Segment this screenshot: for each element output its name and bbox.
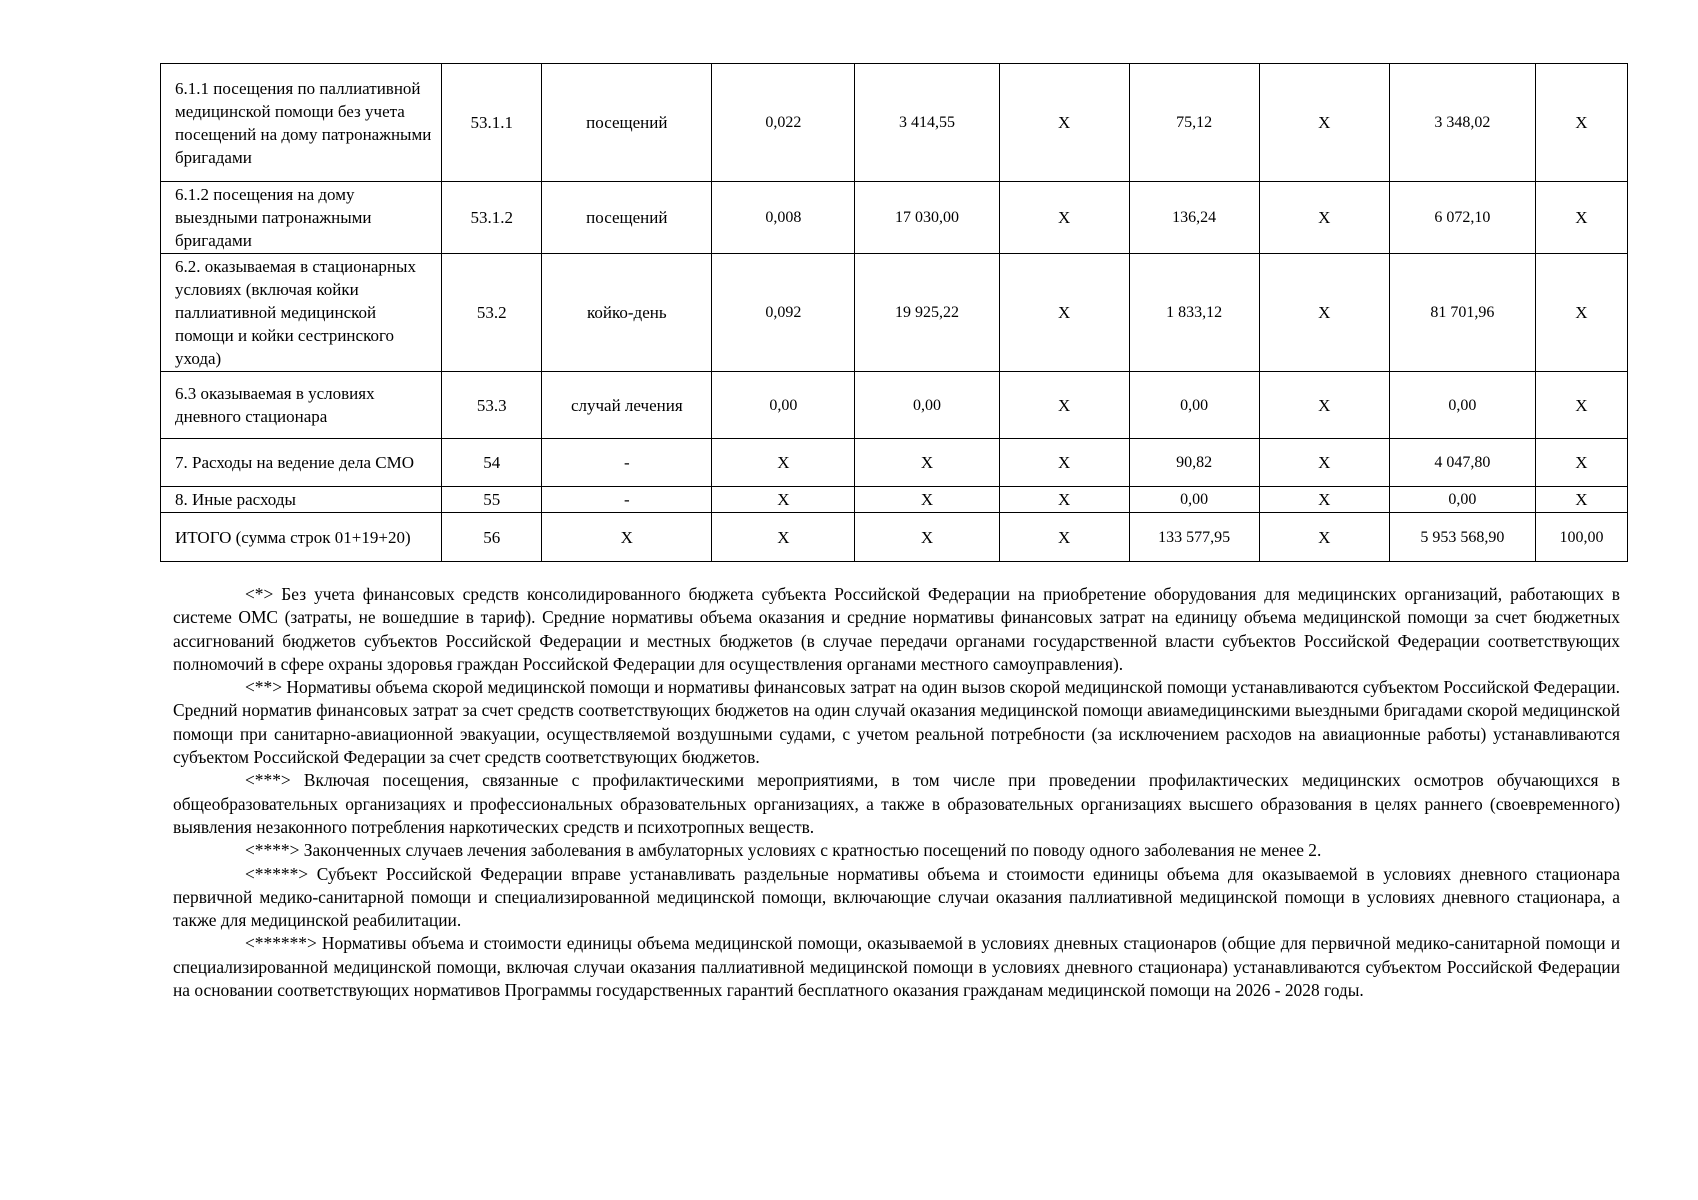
footnote: <******> Нормативы объема и стоимости единицы объема медицинской помощи, оказываемой в условиях дневных стационаров (общие для первичной медико-санитарной помощи и специализированной медицинской помощи, включая случаи оказания паллиативной медицинской помощи в условиях дневного стационара) устанавливаются субъектом Российской Федерации на основании соответствующих нормативов Программы государственных гарантий бесплатного оказания гражданам медицинской помощи на 2026 - 2028 годы. — [173, 933, 1620, 1001]
row-number: 53.1.2 — [442, 182, 542, 254]
cell-col6: Х — [999, 439, 1129, 487]
footnote: <***> Включая посещения, связанные с профилактическими мероприятиями, в том числе при проведении профилактических медицинских осмотров обучающихся в общеобразовательных организациях и профессиональных образовательных организациях, а также в образовательных организациях высшего образования в целях раннего (своевременного) выявления незаконного потребления наркотических средств и психотропных веществ. — [173, 770, 1620, 837]
row-unit: - — [542, 439, 712, 487]
cell-col4: 0,008 — [712, 182, 855, 254]
cell-col6: Х — [999, 372, 1129, 439]
cell-col8: Х — [1259, 487, 1389, 513]
table-row — [161, 182, 1628, 254]
cell-col10: 100,00 — [1535, 513, 1627, 562]
cell-col9: 0,00 — [1389, 372, 1535, 439]
cell-col8: Х — [1259, 439, 1389, 487]
cell-col9: 5 953 568,90 — [1389, 513, 1535, 562]
footnote: <**> Нормативы объема скорой медицинской помощи и нормативы финансовых затрат на один вызов скорой медицинской помощи устанавливаются субъектом Российской Федерации. Средний норматив финансовых затрат за счет средств соответствующих бюджетов на один случай оказания медицинской помощи авиамедицинскими выездными бригадами скорой медицинской помощи при санитарно-авиационной эвакуации, осуществляемой воздушными судами, с учетом реальной потребности (за исключением расходов на авиационные работы) устанавливаются субъектом Российской Федерации за счет средств соответствующих бюджетов. — [173, 677, 1620, 768]
cell-col4: Х — [712, 487, 855, 513]
cell-col7: 136,24 — [1129, 182, 1259, 254]
cell-col6: Х — [999, 487, 1129, 513]
cell-col10: Х — [1535, 487, 1627, 513]
footnotes — [173, 583, 1620, 1002]
cell-col4: Х — [712, 513, 855, 562]
table-row — [161, 254, 1628, 372]
cell-col7: 90,82 — [1129, 439, 1259, 487]
row-unit: случай лечения — [542, 372, 712, 439]
cell-col4: Х — [712, 439, 855, 487]
row-unit: посещений — [542, 64, 712, 182]
cell-col9: 6 072,10 — [1389, 182, 1535, 254]
footnote: <*> Без учета финансовых средств консолидированного бюджета субъекта Российской Федерации на приобретение оборудования для медицинских организаций, работающих в системе ОМС (затраты, не вошедшие в тариф). Средние нормативы объема оказания и средние нормативы финансовых затрат на единицу объема медицинской помощи за счет бюджетных ассигнований бюджетов субъектов Российской Федерации и местных бюджетов (в случае передачи органами государственной власти субъектов Российской Федерации соответствующих полномочий в сфере охраны здоровья граждан Российской Федерации для осуществления органами местного самоуправления). — [173, 584, 1620, 674]
row-name: 6.3 оказываемая в условиях дневного стационара — [161, 372, 442, 439]
row-unit: посещений — [542, 182, 712, 254]
cell-col7: 0,00 — [1129, 372, 1259, 439]
cell-col10: Х — [1535, 372, 1627, 439]
row-name: ИТОГО (сумма строк 01+19+20) — [161, 513, 442, 562]
cell-col7: 0,00 — [1129, 487, 1259, 513]
cell-col7: 133 577,95 — [1129, 513, 1259, 562]
cell-col10: Х — [1535, 182, 1627, 254]
cell-col8: Х — [1259, 64, 1389, 182]
cell-col4: 0,092 — [712, 254, 855, 372]
cell-col9: 3 348,02 — [1389, 64, 1535, 182]
cell-col4: 0,00 — [712, 372, 855, 439]
cell-col5: Х — [855, 439, 999, 487]
row-unit: Х — [542, 513, 712, 562]
cell-col9: 0,00 — [1389, 487, 1535, 513]
cell-col9: 81 701,96 — [1389, 254, 1535, 372]
row-name: 8. Иные расходы — [161, 487, 442, 513]
cell-col8: Х — [1259, 182, 1389, 254]
cell-col7: 1 833,12 — [1129, 254, 1259, 372]
row-number: 54 — [442, 439, 542, 487]
cell-col10: Х — [1535, 254, 1627, 372]
row-number: 53.1.1 — [442, 64, 542, 182]
cell-col7: 75,12 — [1129, 64, 1259, 182]
cell-col6: Х — [999, 513, 1129, 562]
row-unit: койко-день — [542, 254, 712, 372]
row-number: 53.3 — [442, 372, 542, 439]
cell-col6: Х — [999, 182, 1129, 254]
cell-col10: Х — [1535, 439, 1627, 487]
cell-col10: Х — [1535, 64, 1627, 182]
row-unit: - — [542, 487, 712, 513]
cell-col6: Х — [999, 64, 1129, 182]
row-number: 56 — [442, 513, 542, 562]
cell-col4: 0,022 — [712, 64, 855, 182]
cell-col8: Х — [1259, 254, 1389, 372]
cell-col5: 19 925,22 — [855, 254, 999, 372]
cell-col5: Х — [855, 513, 999, 562]
financing-table — [160, 63, 1628, 562]
cell-col5: 17 030,00 — [855, 182, 999, 254]
table-row-total — [161, 513, 1628, 562]
cell-col6: Х — [999, 254, 1129, 372]
cell-col5: 3 414,55 — [855, 64, 999, 182]
table-row — [161, 439, 1628, 487]
row-name: 6.1.1 посещения по паллиативной медицинской помощи без учета посещений на дому патронажными бригадами — [161, 64, 442, 182]
cell-col5: 0,00 — [855, 372, 999, 439]
cell-col8: Х — [1259, 513, 1389, 562]
footnote: <*****> Субъект Российской Федерации вправе устанавливать раздельные нормативы объема и стоимости единицы объема для оказываемой в условиях дневного стационара первичной медико-санитарной помощи и специализированной медицинской помощи, включающие случаи оказания паллиативной медицинской помощи в условиях дневного стационара, а также для медицинской реабилитации. — [173, 863, 1620, 931]
row-name: 6.2. оказываемая в стационарных условиях (включая койки паллиативной медицинской помощи и койки сестринского ухода) — [161, 254, 442, 372]
row-name: 6.1.2 посещения на дому выездными патронажными бригадами — [161, 182, 442, 254]
table-row — [161, 64, 1628, 182]
cell-col5: Х — [855, 487, 999, 513]
table-row — [161, 487, 1628, 513]
cell-col8: Х — [1259, 372, 1389, 439]
cell-col9: 4 047,80 — [1389, 439, 1535, 487]
table-row — [161, 372, 1628, 439]
row-name: 7. Расходы на ведение дела СМО — [161, 439, 442, 487]
row-number: 55 — [442, 487, 542, 513]
row-number: 53.2 — [442, 254, 542, 372]
footnote: <****> Законченных случаев лечения заболевания в амбулаторных условиях с кратностью посещений по поводу одного заболевания не менее 2. — [245, 840, 1322, 861]
table-body — [161, 64, 1628, 562]
